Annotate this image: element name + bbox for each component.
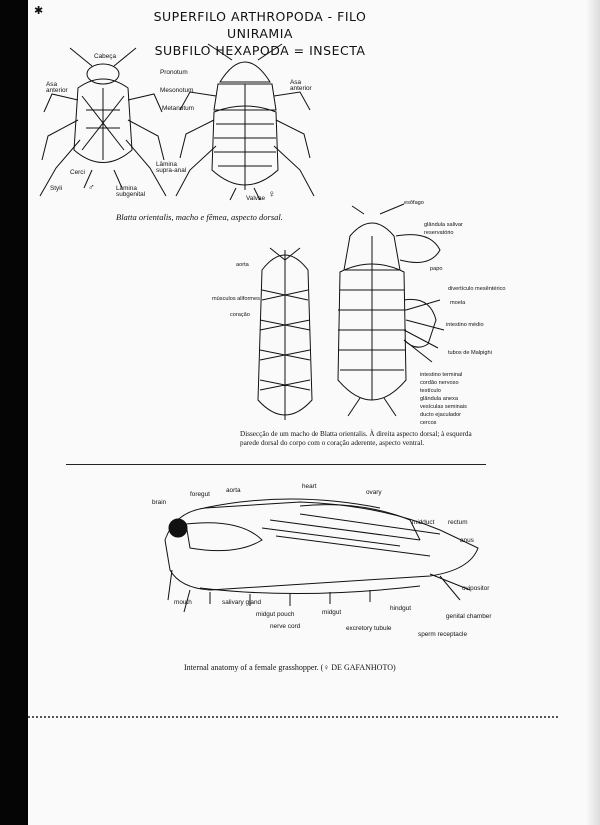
- label-heart: heart: [302, 483, 317, 490]
- label-aorta-fig3: aorta: [226, 487, 241, 494]
- label-intestino-medio: intestino médio: [446, 322, 484, 328]
- label-pronotum: Pronotum: [160, 69, 188, 76]
- label-nerve-cord: nerve cord: [270, 623, 301, 630]
- label-styli: Styli: [50, 185, 63, 192]
- label-cordao-nervoso: cordão nervoso: [420, 380, 459, 386]
- label-female-symbol: ♀: [268, 189, 276, 200]
- label-mouth: mouth: [174, 599, 192, 606]
- fig3-caption: Internal anatomy of a female grasshopper. (♀ DE GAFANHOTO): [184, 663, 396, 672]
- label-coracao: coração: [230, 312, 250, 318]
- section-divider: [66, 464, 486, 465]
- fig2-dorsal-wall: [258, 248, 312, 420]
- label-brain: brain: [152, 499, 167, 506]
- label-glandula-salivar: glândula salivar: [424, 222, 463, 228]
- fig2-caption-line-2: parede dorsal do corpo com o coração aderente, aspecto ventral.: [240, 439, 425, 447]
- label-mesonotum: Mesonotum: [160, 87, 194, 94]
- fig1-male-cockroach: [40, 48, 166, 196]
- label-esofago: esôfago: [404, 200, 424, 206]
- label-diverticulo: divertículo mesêntérico: [448, 286, 506, 292]
- label-lamina-subgenital: Lâmina subgenital: [116, 185, 146, 198]
- label-lamina-supra-anal: Lâmina supra-anal: [156, 161, 187, 174]
- label-asa-anterior-right: Asa anterior: [290, 79, 312, 92]
- label-cercos: cercos: [420, 420, 437, 426]
- title-line-1: SUPERFILO ARTHROPODA - FILO UNIRAMIA: [153, 9, 367, 41]
- label-reservatorio: reservatório: [424, 230, 454, 236]
- label-asa-anterior: Asa anterior: [46, 81, 68, 94]
- corner-mark: ✱: [34, 4, 44, 17]
- label-glandula-anexa: glândula anexa: [420, 396, 458, 402]
- fig1-female-cockroach: [176, 44, 314, 200]
- label-moela: moela: [450, 300, 466, 306]
- label-salivary-gland: salivary gland: [222, 599, 262, 606]
- scan-bottom-dotted-line: [28, 716, 558, 718]
- label-sperm-receptacle: sperm receptacle: [418, 631, 468, 638]
- label-ovipositor: ovipositor: [462, 585, 490, 592]
- label-ducto-ejaculador: ducto ejaculador: [420, 412, 462, 418]
- label-male-symbol: ♂: [88, 182, 95, 192]
- label-rectum: rectum: [448, 519, 468, 526]
- label-testiculo: testículo: [420, 388, 441, 394]
- label-intestino-terminal: intestino terminal: [420, 372, 463, 378]
- label-vesiculas-seminais: vesículas seminais: [420, 404, 467, 410]
- fig1-caption: Blatta orientalis, macho e fêmea, aspecto dorsal.: [116, 212, 283, 222]
- label-anus: anus: [460, 537, 474, 544]
- label-hindgut: hindgut: [390, 605, 411, 612]
- label-midgut-pouch: midgut pouch: [256, 611, 295, 618]
- label-musculos-aliformes: músculos aliformes: [212, 296, 260, 302]
- label-papo: papo: [430, 266, 443, 272]
- label-aorta-fig2: aorta: [236, 262, 249, 268]
- label-foregut: foregut: [190, 491, 210, 498]
- label-genital-chamber: genital chamber: [446, 613, 492, 620]
- label-ovary: ovary: [366, 489, 382, 496]
- label-cerci: Cerci: [70, 169, 85, 176]
- label-metanotum: Metanotum: [162, 105, 194, 112]
- label-valvae: Valvae: [246, 195, 266, 202]
- label-cabeca: Cabeça: [94, 53, 117, 60]
- title-line-2: SUBFILO HEXAPODA = INSECTA: [154, 43, 366, 58]
- label-midduct: midduct: [412, 519, 435, 526]
- fig3-grasshopper: [165, 499, 478, 612]
- label-excretory-tubule: excretory tubule: [346, 625, 392, 632]
- label-midgut: midgut: [322, 609, 342, 616]
- label-tubos-malpighi: tubos de Malpighi: [448, 350, 492, 356]
- fig2-caption: [240, 430, 500, 448]
- fig2-caption-line-1: Dissecção de um macho de Blatta orientalis. À direita aspecto dorsal; à esquerda: [240, 430, 472, 438]
